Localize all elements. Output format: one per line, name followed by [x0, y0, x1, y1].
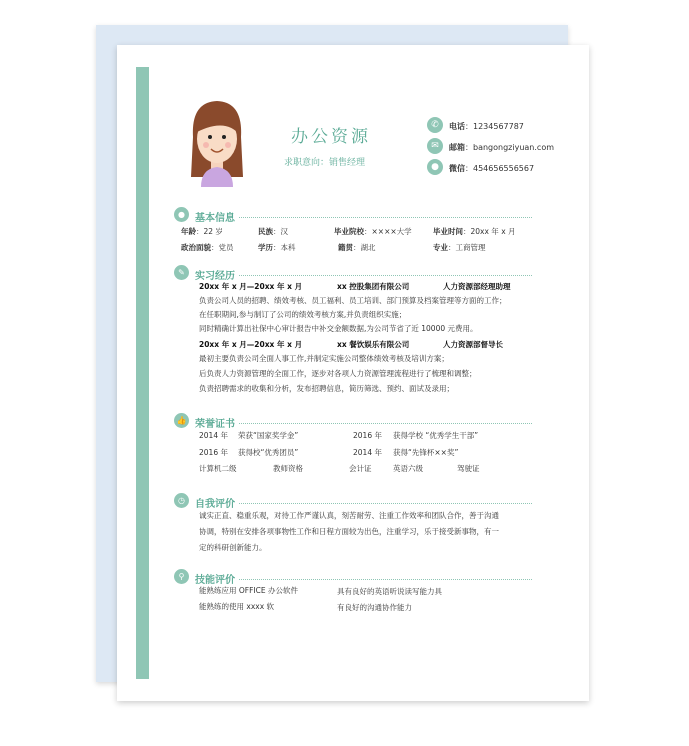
basic-age: 年龄：22 岁 [181, 227, 223, 236]
contact-email: 邮箱：bangongziyuan.com [449, 143, 554, 152]
job-intent: 求职意向：销售经理 [284, 158, 366, 168]
divider [239, 503, 532, 504]
certificate: 英语六级 [393, 464, 423, 473]
search-icon: ⚲ [174, 569, 189, 584]
section-title-basic: 基本信息 [195, 213, 235, 224]
basic-ethnicity: 民族：汉 [258, 227, 288, 236]
divider [239, 579, 532, 580]
divider [239, 217, 532, 218]
honor-text: 获得“先锋杯××奖” [393, 448, 459, 457]
job-role: 人力资源部经理助理 [443, 282, 511, 291]
accent-bar [136, 67, 149, 679]
certificate: 会计证 [349, 464, 372, 473]
job-company: xx 控股集团有限公司 [337, 282, 410, 291]
divider [239, 423, 532, 424]
job-duty: 最初主要负责公司全面人事工作,并制定实施公司整体绩效考核及培训方案； [199, 354, 449, 363]
avatar [183, 97, 251, 187]
job-duty: 负责公司人员的招聘、绩效考核、员工福利、员工培训、部门预算及档案管理等方面的工作； [199, 296, 507, 305]
user-icon: ● [174, 207, 189, 222]
section-title-skills: 技能评价 [195, 575, 235, 586]
self-eval-line: 协调，特别在安排各项事物性工作和日程方面较为出色，注重学习，乐于接受新事物，有一 [199, 527, 499, 536]
contact-wechat: 微信：454656556567 [449, 164, 535, 173]
phone-icon: ✆ [427, 117, 443, 133]
certificate: 教师资格 [273, 464, 303, 473]
honor-year: 2014 年 [199, 431, 228, 440]
certificate: 驾驶证 [457, 464, 480, 473]
resume-page [117, 45, 589, 701]
job-period: 20xx 年 x 月—20xx 年 x 月 [199, 282, 303, 291]
basic-school: 毕业院校：××××大学 [334, 227, 412, 236]
resume-name: 办公资源 [291, 127, 371, 147]
job-duty: 负责招聘需求的收集和分析，发布招聘信息，简历筛选、预约、面试及录用； [199, 384, 454, 393]
self-eval-line: 诚实正直、稳重乐观，对待工作严谨认真，刻苦耐劳、注重工作效率和团队合作，善于沟通 [199, 511, 499, 520]
clock-icon: ◷ [174, 493, 189, 508]
section-title-self: 自我评价 [195, 499, 235, 510]
basic-graduation: 毕业时间：20xx 年 x 月 [433, 227, 516, 236]
thumbs-up-icon: 👍 [174, 413, 189, 428]
basic-hometown: 籍贯：湖北 [338, 243, 376, 252]
honor-text: 获得学校 “优秀学生干部” [393, 431, 479, 440]
basic-political: 政治面貌：党员 [181, 243, 234, 252]
self-eval-line: 定的科研创新能力。 [199, 543, 267, 552]
mail-icon: ✉ [427, 138, 443, 154]
basic-major: 专业：工商管理 [433, 243, 486, 252]
edit-icon: ✎ [174, 265, 189, 280]
skill-item: 有良好的沟通协作能力 [337, 603, 412, 612]
honor-year: 2014 年 [353, 448, 382, 457]
skill-item: 能熟练的使用 xxxx 软 [199, 602, 275, 611]
job-period: 20xx 年 x 月—20xx 年 x 月 [199, 340, 303, 349]
honor-year: 2016 年 [353, 431, 382, 440]
skill-item: 能熟练应用 OFFICE 办公软件 [199, 586, 298, 595]
section-title-honors: 荣誉证书 [195, 419, 235, 430]
skill-item: 具有良好的英语听说读写能力具 [337, 587, 442, 596]
job-company: xx 餐饮娱乐有限公司 [337, 340, 410, 349]
job-duty: 同时精确计算出社保中心审计报告中补交金额数据,为公司节省了近 10000 元费用。 [199, 324, 478, 333]
honor-text: 获得校“优秀团员” [238, 448, 299, 457]
section-title-experience: 实习经历 [195, 271, 235, 282]
contact-phone: 电话：1234567787 [449, 122, 524, 131]
divider [239, 275, 532, 276]
job-duty: 在任职期间,参与制订了公司的绩效考核方案,并负责组织实施； [199, 310, 407, 319]
wechat-icon: ● [427, 159, 443, 175]
job-role: 人力资源部督导长 [443, 340, 503, 349]
job-duty: 后负责人力资源管理的全面工作，逐步对各项人力资源管理流程进行了梳理和调整； [199, 369, 477, 378]
basic-education: 学历：本科 [258, 243, 296, 252]
honor-text: 荣获“国家奖学金” [238, 431, 299, 440]
honor-year: 2016 年 [199, 448, 228, 457]
certificate: 计算机二级 [199, 464, 237, 473]
